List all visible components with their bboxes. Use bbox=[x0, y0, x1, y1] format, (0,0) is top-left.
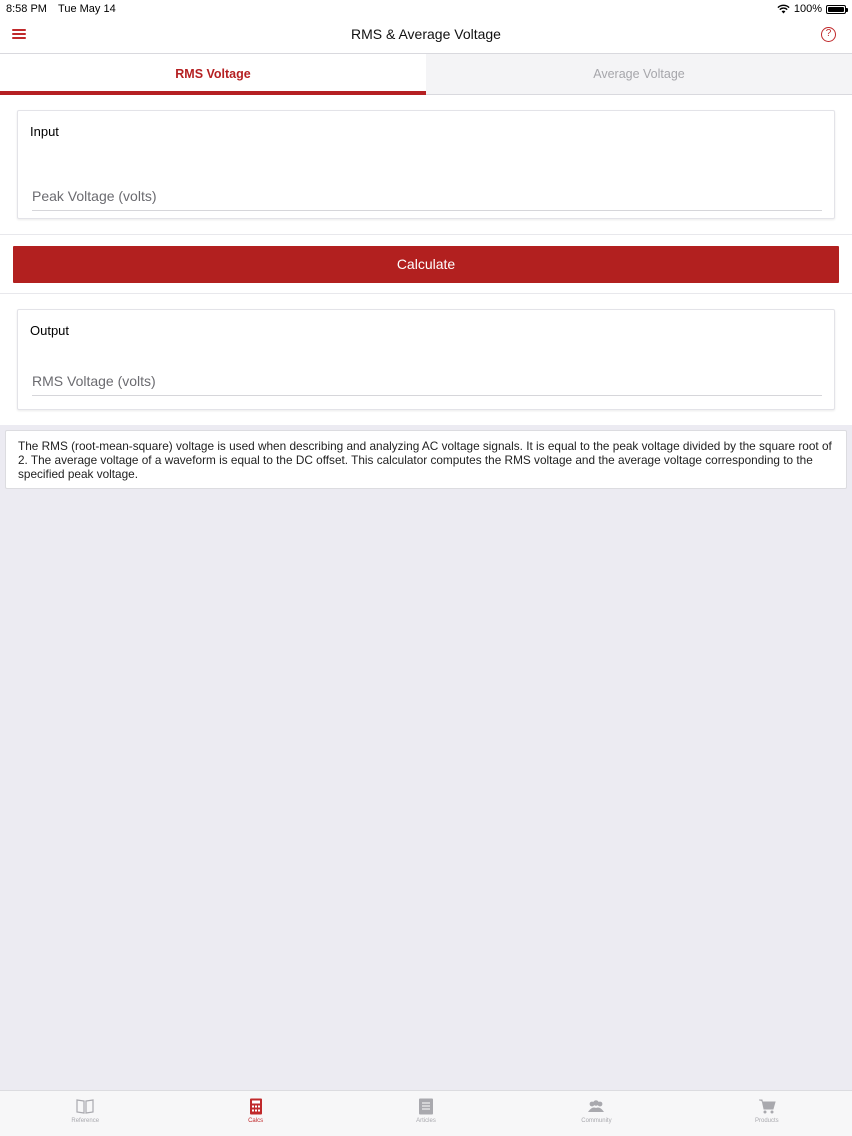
status-time: 8:58 PM bbox=[6, 3, 47, 15]
book-icon bbox=[76, 1098, 94, 1115]
tabbar-label-calcs: Calcs bbox=[248, 1118, 264, 1124]
tabbar-label-community: Community bbox=[581, 1118, 612, 1124]
rms-voltage-output bbox=[32, 366, 822, 395]
peak-voltage-input[interactable] bbox=[32, 181, 822, 210]
status-left bbox=[6, 3, 116, 15]
peak-voltage-field bbox=[32, 181, 822, 211]
tab-average-voltage[interactable]: Average Voltage bbox=[426, 54, 852, 94]
wifi-icon bbox=[777, 4, 790, 14]
bottom-tab-bar bbox=[0, 1090, 852, 1136]
rms-voltage-field bbox=[32, 366, 822, 396]
tabbar-item-community[interactable] bbox=[511, 1091, 681, 1136]
divider bbox=[0, 234, 852, 235]
battery-icon bbox=[826, 5, 846, 14]
tabbar-item-calcs[interactable] bbox=[170, 1091, 340, 1136]
cart-icon bbox=[758, 1098, 776, 1115]
calculator-content bbox=[0, 95, 852, 425]
calculate-button[interactable]: Calculate bbox=[13, 246, 839, 283]
tabbar-label-products: Products bbox=[754, 1118, 779, 1124]
input-card-title: Input bbox=[30, 124, 59, 139]
input-card bbox=[17, 110, 835, 219]
output-card-title: Output bbox=[30, 323, 70, 338]
tabbar-label-reference: Reference bbox=[71, 1118, 100, 1124]
tabbar-item-products[interactable] bbox=[682, 1091, 852, 1136]
calculator-icon bbox=[247, 1098, 265, 1115]
tabbar-label-articles: Articles bbox=[416, 1118, 436, 1124]
divider bbox=[0, 293, 852, 294]
status-date: Tue May 14 bbox=[58, 3, 116, 15]
article-icon bbox=[417, 1098, 435, 1115]
tabbar-item-reference[interactable] bbox=[0, 1091, 170, 1136]
nav-bar bbox=[0, 18, 852, 54]
tab-rms-voltage[interactable]: RMS Voltage bbox=[0, 54, 426, 94]
battery-percent: 100% bbox=[793, 3, 822, 15]
calculator-tabs bbox=[0, 54, 852, 95]
status-bar bbox=[0, 0, 852, 18]
output-card bbox=[17, 309, 835, 410]
help-icon[interactable]: ? bbox=[821, 27, 836, 42]
status-right bbox=[777, 3, 846, 15]
page-title: RMS & Average Voltage bbox=[351, 26, 501, 42]
description-text: The RMS (root-mean-square) voltage is used when describing and analyzing AC voltage signals. It is equal to the peak voltage divided by the square root of 2. The average voltage of a waveform is equal to the DC offset. This calculator computes the RMS voltage and the average voltage corresponding to the specified peak voltage. bbox=[5, 430, 847, 489]
community-icon bbox=[587, 1098, 605, 1115]
tabbar-item-articles[interactable] bbox=[341, 1091, 511, 1136]
